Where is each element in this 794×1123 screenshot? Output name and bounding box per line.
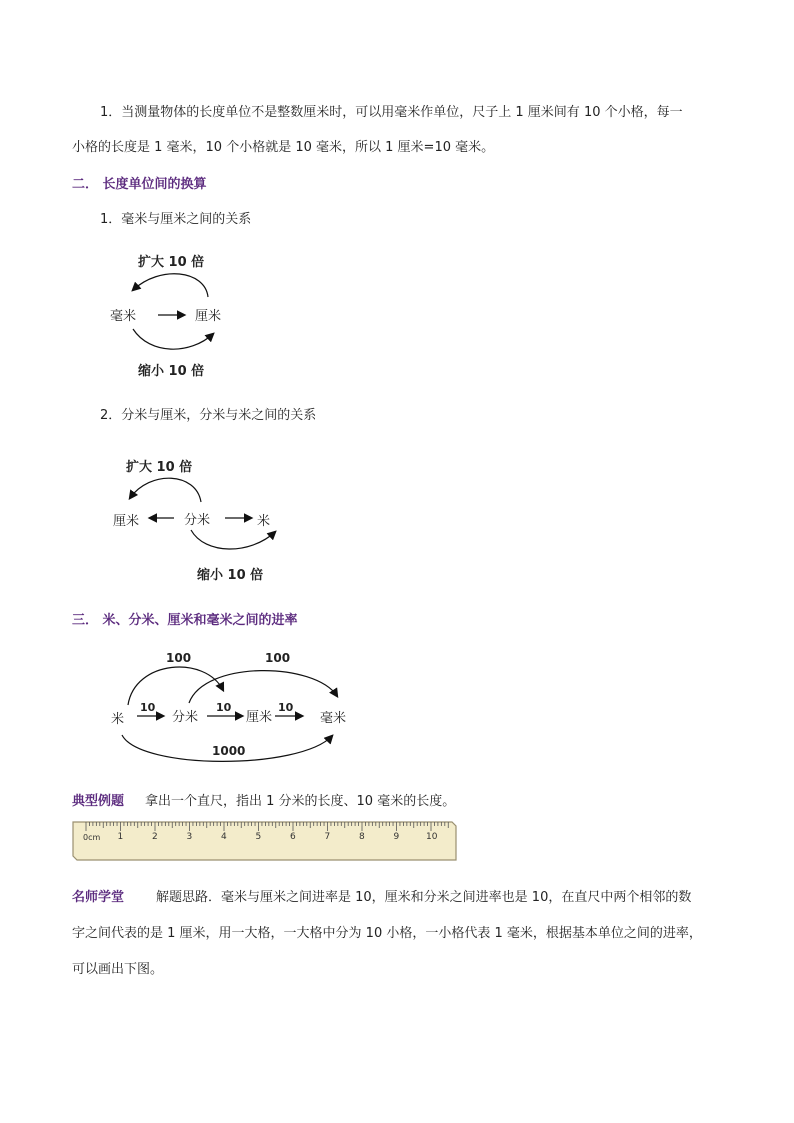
ruler	[72, 820, 458, 862]
teacher-label: 名师学堂	[72, 890, 125, 905]
step-1-rate: 10	[140, 701, 156, 714]
ruler-number: 4	[221, 832, 227, 842]
diagram-2-top-label: 扩大 10 倍	[126, 460, 193, 475]
ruler-number: 1	[117, 832, 124, 842]
diagram-1-top-label: 扩大 10 倍	[138, 255, 205, 270]
ruler-number: 7	[324, 832, 331, 842]
diagram-1-right: 厘米	[195, 309, 222, 324]
step-2-rate: 10	[216, 701, 232, 714]
teacher-line-3: 可以画出下图。	[72, 962, 164, 977]
diagram-1-left: 毫米	[110, 309, 137, 324]
unit-cm: 厘米	[246, 710, 273, 725]
step-3-rate: 10	[278, 701, 294, 714]
diagram-1-bottom-label: 缩小 10 倍	[138, 364, 205, 379]
diagram-2-right: 米	[257, 514, 271, 529]
bottom-rate: 1000	[212, 744, 246, 758]
teacher-line-2: 字之间代表的是 1 厘米，用一大格，一大格中分为 10 小格，一小格代表 1 毫米，根据基本单位之间的进率，	[72, 926, 702, 941]
ruler-zero-label: 0cm	[83, 833, 101, 842]
unit-mm: 毫米	[320, 711, 347, 726]
arc-dm-to-mm	[189, 671, 337, 703]
teacher-line-1: 解题思路．毫米与厘米之间进率是 10，厘米和分米之间进率也是 10，在直尺中两个相邻的数	[156, 890, 692, 905]
ruler-graphic	[72, 820, 458, 862]
unit-dm: 分米	[172, 710, 199, 725]
unit-m: 米	[111, 712, 125, 727]
example-text: 拿出一个直尺，指出 1 分米的长度、10 毫米的长度。	[145, 794, 456, 809]
ruler-number: 8	[359, 832, 365, 842]
arc-2-rate: 100	[265, 651, 291, 665]
paragraph-1-line-1: 1．当测量物体的长度单位不是整数厘米时，可以用毫米作单位，尺子上 1 厘米间有 10 个小格，每一	[100, 105, 683, 120]
diagram-2-middle: 分米	[184, 513, 211, 528]
example-label: 典型例题	[72, 794, 125, 809]
arc-1-rate: 100	[166, 651, 192, 665]
section-3-heading: 三． 米、分米、厘米和毫米之间的进率	[72, 613, 298, 628]
diagram-2-left: 厘米	[113, 514, 140, 529]
ruler-number: 3	[186, 832, 193, 842]
ruler-number: 6	[290, 832, 296, 842]
ruler-number: 2	[152, 832, 158, 842]
subsection-2-2: 2．分米与厘米，分米与米之间的关系	[100, 408, 317, 423]
ruler-number: 9	[393, 832, 400, 842]
arc-m-to-cm	[128, 667, 223, 705]
ruler-number: 5	[255, 832, 262, 842]
paragraph-1-line-2: 小格的长度是 1 毫米，10 个小格就是 10 毫米，所以 1 厘米=10 毫米。	[72, 140, 495, 155]
ruler-number: 10	[426, 832, 438, 842]
section-2-heading: 二． 长度单位间的换算	[72, 177, 207, 192]
diagram-2-bottom-label: 缩小 10 倍	[197, 568, 264, 583]
subsection-2-1: 1．毫米与厘米之间的关系	[100, 212, 252, 227]
